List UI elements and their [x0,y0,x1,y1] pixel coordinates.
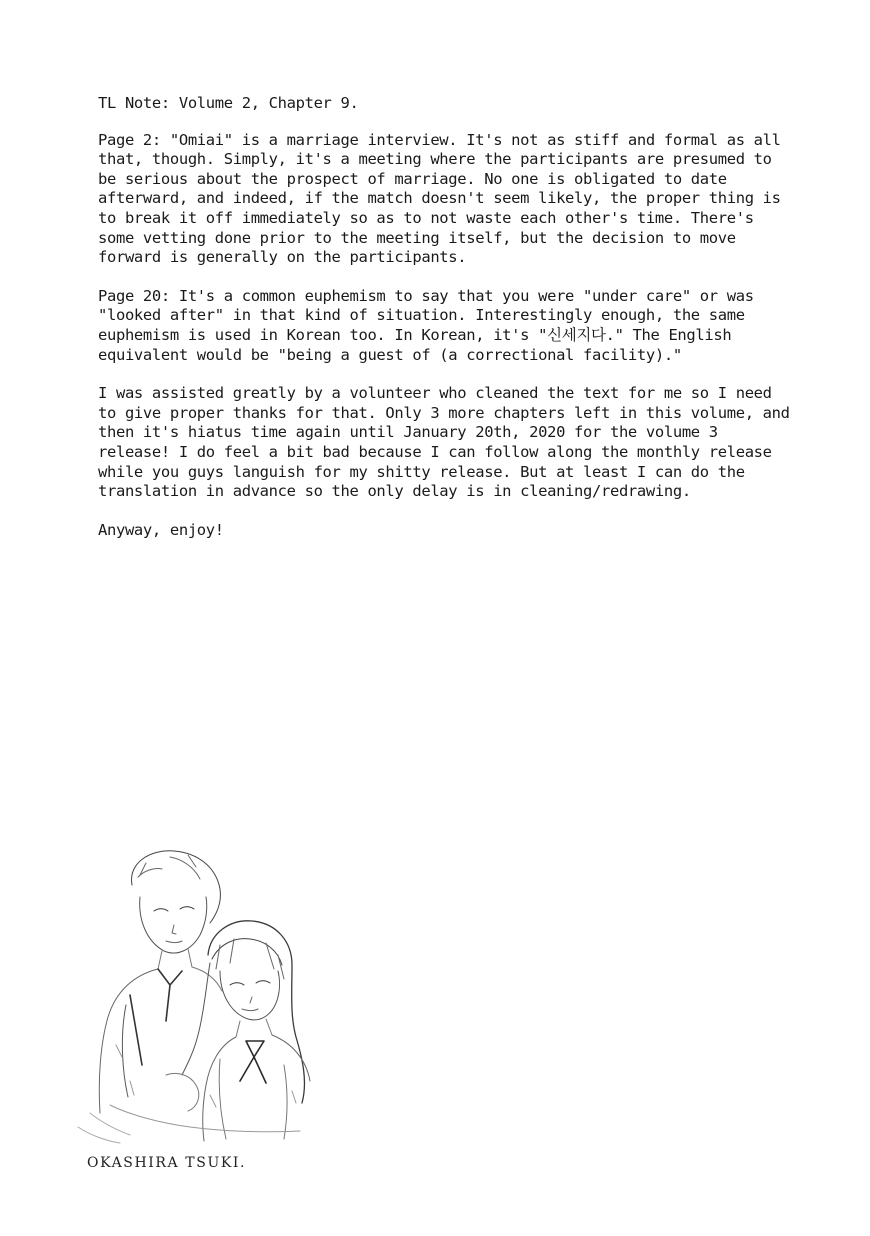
note-paragraph-thanks: I was assisted greatly by a volunteer who cleaned the text for me so I need to give proper thanks for that. Only 3 more chapters left in this volume, and then it's hiatus time again until January 20th, 2020 for the volume 3 release! I do feel a bit bad because I can follow along the monthly release while you guys languish for my shitty release. But at least I can do the translation in advance so the only delay is in cleaning/redrawing. [98,384,790,501]
note-paragraph-omiai: Page 2: "Omiai" is a marriage interview. It's not as stiff and formal as all that, though. Simply, it's a meeting where the participants are presumed to be serious about the prospect of marriage. No one is obligated to date afterward, and indeed, if the match doesn't seem likely, the proper thing is to break it off immediately so as to not waste each other's time. There's some vetting done prior to the meeting itself, but the decision to move forward is generally on the participants. [98,130,781,267]
illustrator-signature: OKASHIRA TSUKI. [87,1155,247,1171]
note-paragraph-closing: Anyway, enjoy! [98,520,224,539]
translator-note [98,94,798,559]
note-title: TL Note: Volume 2, Chapter 9. [98,94,359,112]
character-illustration [70,845,320,1145]
note-paragraph-euphemism: Page 20: It's a common euphemism to say that you were "under care" or was "looked after" in that kind of situation. Interestingly enough, the same euphemism is used in Korean too. In Korean, it's "신세지다." The English equivalent would be "being a guest of (a correctional facility)." [98,286,754,364]
